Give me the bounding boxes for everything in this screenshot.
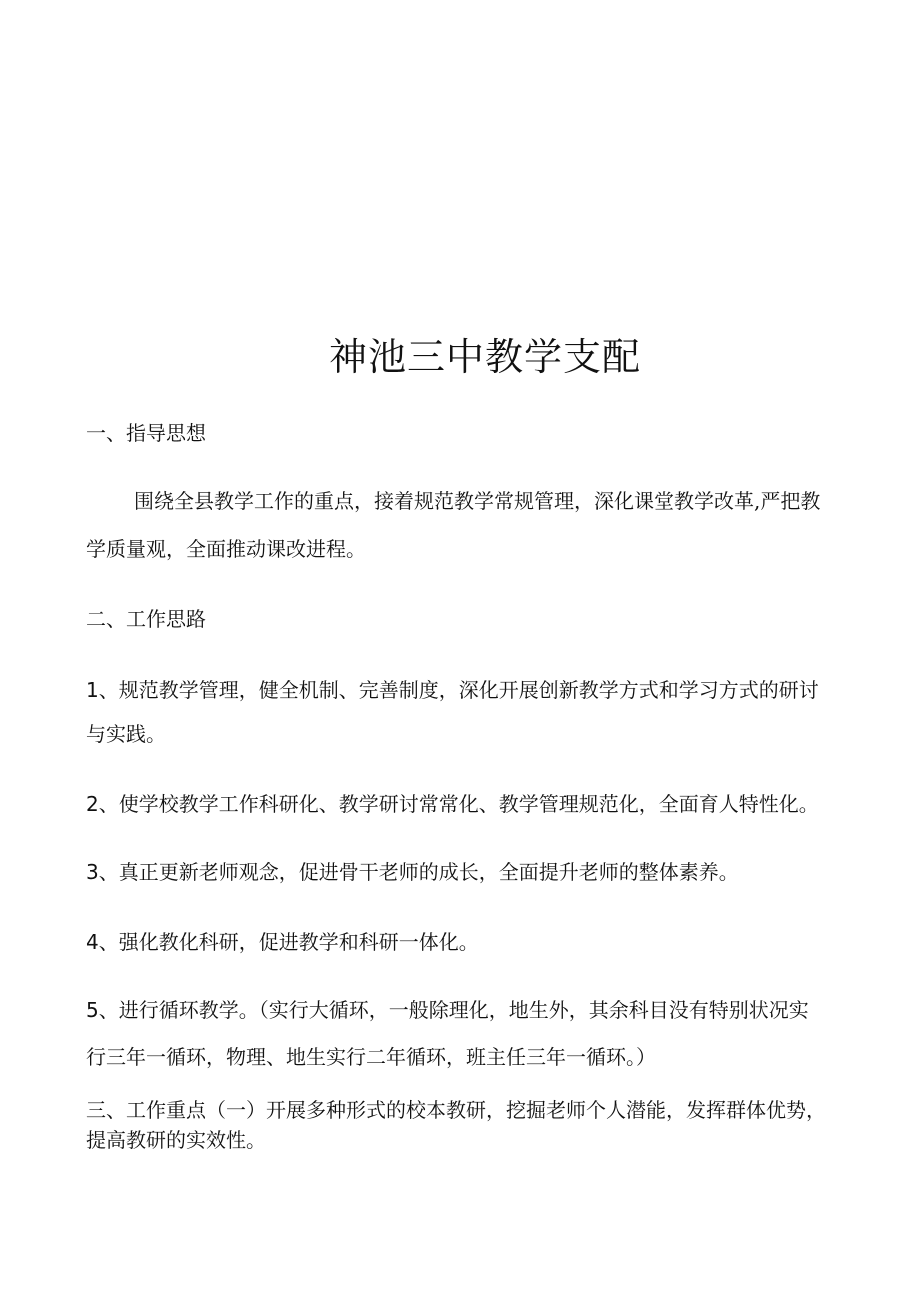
section-heading-work-focus-continued: 提高教研的实效性。 xyxy=(86,1128,266,1152)
list-item-number: 3 xyxy=(86,860,99,884)
list-item-3 xyxy=(86,858,886,886)
section-heading-guiding-thought: 一、指导思想 xyxy=(86,421,206,445)
list-item-number: 1 xyxy=(86,678,99,702)
list-item-2 xyxy=(86,790,886,818)
list-item-text: 、使学校教学工作科研化、教学研讨常常化、教学管理规范化，全面育人特性化。 xyxy=(98,792,819,816)
list-item-1 xyxy=(86,676,886,704)
list-item-number: 4 xyxy=(86,930,99,954)
list-item-5 xyxy=(86,996,886,1024)
list-item-5-continued: 行三年一循环，物理、地生实行二年循环，班主任三年一循环。） xyxy=(86,1045,656,1069)
list-item-4 xyxy=(86,928,886,956)
section-heading-work-focus: 三、工作重点（一）开展多种形式的校本教研，挖掘老师个人潜能，发挥群体优势， xyxy=(86,1098,826,1122)
list-item-text: 、进行循环教学。（实行大循环，一般除理化，地生外，其余科目没有特别状况实 xyxy=(98,998,809,1022)
list-item-text: 、强化教化科研，促进教学和科研一体化。 xyxy=(98,930,479,954)
list-item-1-continued: 与实践。 xyxy=(86,722,166,746)
paragraph-line: 围绕全县教学工作的重点，接着规范教学常规管理，深化课堂教学改革,严把教 xyxy=(134,489,821,513)
list-item-text: 、真正更新老师观念，促进骨干老师的成长，全面提升老师的整体素养。 xyxy=(98,860,739,884)
list-item-text: 、规范教学管理，健全机制、完善制度，深化开展创新教学方式和学习方式的研讨 xyxy=(98,678,819,702)
list-item-number: 5 xyxy=(86,998,99,1022)
document-title: 神池三中教学支配 xyxy=(328,335,641,379)
list-item-number: 2 xyxy=(86,792,99,816)
section-heading-work-approach: 二、工作思路 xyxy=(86,607,206,631)
paragraph-line: 学质量观，全面推动课改进程。 xyxy=(86,537,366,561)
